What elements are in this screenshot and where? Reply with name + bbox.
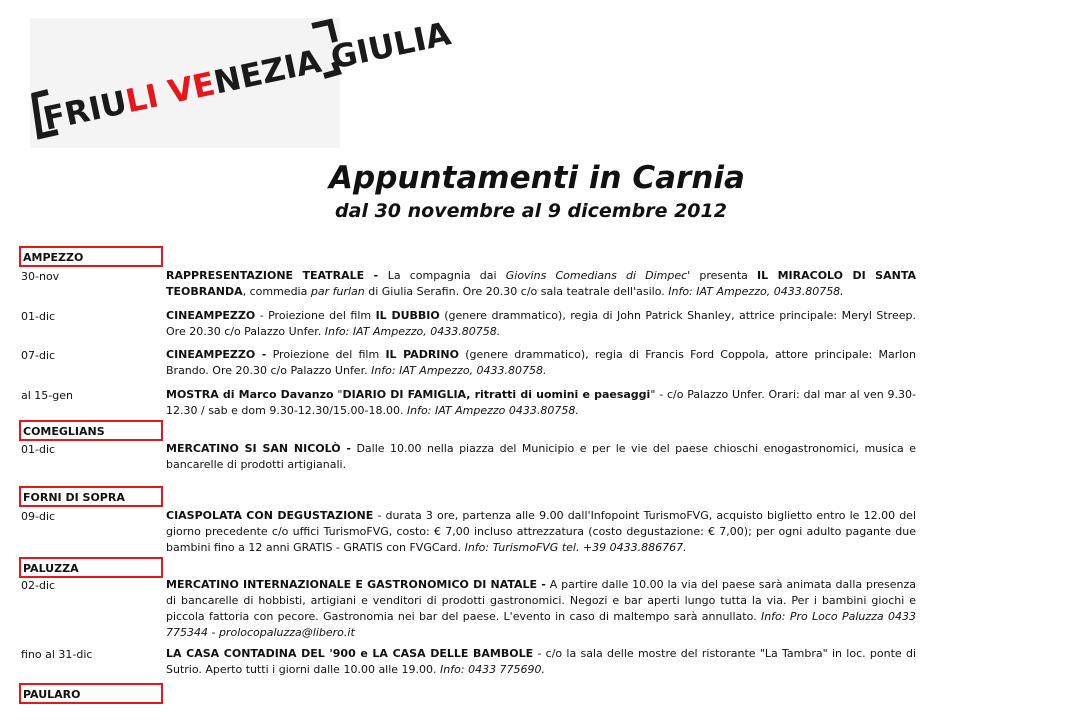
- section-ampezzo: AMPEZZO: [19, 246, 163, 267]
- logo-text: FRIULI VENEZIA GIULIA: [39, 14, 454, 138]
- event-date: fino al 31-dic: [21, 648, 93, 661]
- event-date: 02-dic: [21, 579, 56, 592]
- event-date: 30-nov: [21, 270, 60, 283]
- event-date: 09-dic: [21, 510, 56, 523]
- page-title: Appuntamenti in Carnia: [329, 160, 745, 196]
- event-description: MOSTRA di Marco Davanzo "DIARIO DI FAMIGLIA, ritratti di uomini e paesaggi" - c/o Palazzo Unfer. Orari: dal mar al ven 9.30-12.30 / sab e dom 9.30-12.30/15.00-18.00. Info: IAT Ampezzo 0433.80758.: [166, 388, 917, 417]
- event-description: CIASPOLATA CON DEGUSTAZIONE - durata 3 ore, partenza alle 9.00 dall'Infopoint TurismoFVG, acquisto biglietto entro le 12.00 del giorno precedente c/o uffici TurismoFVG, costo: € 7,00 incluso attrezzatura (costo degustazione: € 7,00); per ogni adulto pagante due bambini fino a 12 anni GRATIS - GRATIS con FVGCard. Info: TurismoFVG tel. +39 0433.886767.: [166, 509, 916, 554]
- section-paluzza: PALUZZA: [19, 557, 163, 578]
- event-date: 01-dic: [21, 310, 56, 323]
- event-description: RAPPRESENTAZIONE TEATRALE - La compagnia dai Giovins Comedians di Dimpec' presenta IL MIRACOLO DI SANTA TEOBRANDA, commedia par furlan di Giulia Serafin. Ore 20.30 c/o sala teatrale dell'asilo. Info: IAT Ampezzo, 0433.80758.: [166, 269, 916, 298]
- event-description: LA CASA CONTADINA DEL '900 e LA CASA DELLE BAMBOLE - c/o la sala delle mostre del ristorante "La Tambra" in loc. ponte di Sutrio. Aperto tutti i giorni dalle 10.00 alle 19.00. Info: 0433 775690.: [166, 647, 916, 676]
- event-date: 07-dic: [21, 349, 56, 362]
- event-description: MERCATINO SI SAN NICOLÒ - Dalle 10.00 nella piazza del Municipio e per le vie del paese chioschi enogastronomici, musica e bancarelle di prodotti artigianali.: [166, 442, 916, 471]
- event-description: CINEAMPEZZO - Proiezione del film IL PADRINO (genere drammatico), regia di Francis Ford Coppola, attore principale: Marlon Brando. Ore 20.30 c/o Palazzo Unfer. Info: IAT Ampezzo, 0433.80758.: [166, 348, 916, 377]
- event-date: al 15-gen: [21, 389, 73, 402]
- section-comeglians: COMEGLIANS: [19, 420, 163, 441]
- logo: [30, 14, 454, 148]
- section-paularo: PAULARO: [19, 683, 163, 704]
- event-description: CINEAMPEZZO - Proiezione del film IL DUBBIO (genere drammatico), regia di John Patrick Shanley, attrice principale: Meryl Streep. Ore 20.30 c/o Palazzo Unfer. Info: IAT Ampezzo, 0433.80758.: [166, 309, 916, 338]
- page-subtitle: dal 30 novembre al 9 dicembre 2012: [335, 200, 727, 222]
- section-forni-di-sopra: FORNI DI SOPRA: [19, 486, 163, 507]
- event-date: 01-dic: [21, 443, 56, 456]
- event-description: MERCATINO INTERNAZIONALE E GASTRONOMICO DI NATALE - A partire dalle 10.00 la via del paese sarà animata dalla presenza di bancarelle di hobbisti, artigiani e venditori di prodotti gastronomici. Negozi e bar aperti lungo tutta la via. Per i bambini giochi e piccola fattoria con pecore. Gastronomia nei bar del paese. L'evento in caso di maltempo sarà annullato. Info: Pro Loco Paluzza 0433 775344 - prolocopaluzza@libero.it: [166, 578, 916, 639]
- logo-graphic: [30, 14, 454, 148]
